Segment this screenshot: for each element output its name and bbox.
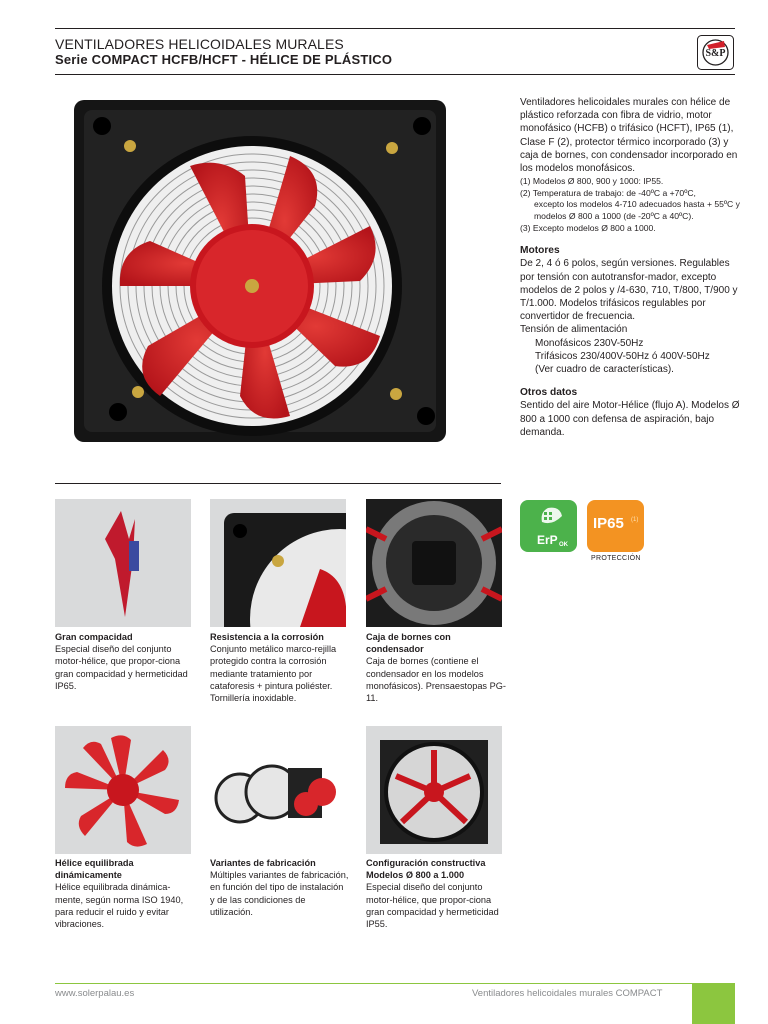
feature-caption-6: [366, 857, 506, 930]
feature-text-5: Múltiples variantes de fabricación, en función del tipo de instalación y de las condiciones de utilización.: [210, 870, 349, 917]
feature-text-1: Especial diseño del conjunto motor-hélice, que propor-ciona gran compacidad y hermeticidad IP65.: [55, 644, 188, 691]
motores-ver: (Ver cuadro de características).: [535, 364, 674, 376]
motores-tension: Tensión de alimentación: [520, 324, 628, 336]
thumb-configuration: [366, 726, 502, 854]
feature-text-3: Caja de bornes (contiene el condensador en los modelos monofásicos). Prensaestopas PG-11.: [366, 656, 506, 704]
protection-label: PROTECCIÓN: [591, 555, 641, 562]
ip65-badge: [587, 500, 644, 552]
intro-notes: [520, 176, 740, 234]
feature-caption-4: [55, 857, 195, 930]
footer-url-link[interactable]: www.solerpalau.es: [55, 988, 135, 999]
brand-logo: [697, 35, 734, 70]
feature-title-3: Caja de bornes con condensador: [366, 632, 451, 655]
note-2-continued: excepto los modelos 4-710 adecuados hasta + 55ºC y modelos Ø 800 a 1000 (de -20ºC a 40ºC).: [534, 199, 740, 221]
header-top-rule: [55, 28, 735, 29]
intro-description: Ventiladores helicoidales murales con hélice de plástico reforzada con fibra de vidrio, motor monofásico (HCFB) o trifásico (HCFT), IP65 (1), Clase F (2), protector térmico incorporado (3) y caja de bornes, con condensador incorporado en los modelos monofásicos.: [520, 97, 738, 175]
erp-leaf-icon: [520, 500, 577, 552]
note-2: (2) Temperatura de trabajo: de -40ºC a +70ºC,: [520, 187, 696, 198]
logo-text: S&P: [705, 48, 726, 59]
erp-label: ErP: [537, 533, 558, 547]
motores-heading: Motores: [520, 245, 560, 257]
feature-caption-2: [210, 631, 350, 704]
feature-text-2: Conjunto metálico marco-rejilla protegido contra la corrosión mediante tratamiento por cataforesis + pintura poliéster. Tornillería inoxidable.: [210, 644, 337, 704]
feature-caption-3: [366, 631, 506, 704]
thumb-propeller: [55, 726, 191, 854]
thumb-variants: [210, 726, 346, 854]
erp-ok-label: OK: [559, 542, 568, 548]
intro-text-block: [520, 96, 740, 439]
feature-title-6: Configuración constructiva Modelos Ø 800 a 1.000: [366, 858, 486, 881]
note-1: (1) Modelos Ø 800, 900 y 1000: IP55.: [520, 176, 664, 187]
feature-title-1: Gran compacidad: [55, 632, 133, 642]
motores-text: De 2, 4 ó 6 polos, según versiones. Regulables por tensión con autotransfor-mador, excepto modelos de 2 polos y /4-630, 710, T/800, T/900 y T/1.000. Modelos trifásicos regulables por convertidor de frecuencia.: [520, 258, 738, 323]
hero-fan-image: [70, 96, 448, 446]
header-bottom-rule: [55, 74, 735, 75]
thumb-compact: [55, 499, 191, 627]
motores-mono: Monofásicos 230V-50Hz: [535, 337, 644, 349]
ip65-label: IP65: [593, 515, 624, 532]
footer-accent-box: [692, 983, 735, 1024]
otros-text: Sentido del aire Motor-Hélice (flujo A). Modelos Ø 800 a 1000 con defensa de aspiración, bajo demanda.: [520, 400, 740, 438]
feature-title-2: Resistencia a la corrosión: [210, 632, 324, 642]
note-3: (3) Excepto modelos Ø 800 a 1000.: [520, 222, 656, 233]
feature-caption-5: [210, 857, 350, 918]
feature-title-5: Variantes de fabricación: [210, 858, 316, 868]
feature-text-4: Hélice equilibrada dinámica-mente, según norma ISO 1940, para reducir el ruido y evitar vibraciones.: [55, 882, 184, 930]
otros-heading: Otros datos: [520, 387, 578, 399]
section-divider: [55, 483, 501, 484]
thumb-corrosion: [210, 499, 346, 627]
feature-text-6: Especial diseño del conjunto motor-hélice, que propor-ciona gran compacidad y hermeticidad IP55.: [366, 882, 499, 930]
motores-tri: Trifásicos 230/400V-50Hz ó 400V-50Hz: [535, 350, 710, 362]
page-subtitle: Serie COMPACT HCFB/HCFT - HÉLICE DE PLÁSTICO: [55, 52, 393, 67]
footer-rule: [55, 983, 692, 984]
feature-title-4: Hélice equilibrada dinámicamente: [55, 858, 134, 881]
footer-title: Ventiladores helicoidales murales COMPACT: [472, 988, 663, 999]
page-title: VENTILADORES HELICOIDALES MURALES: [55, 36, 344, 52]
thumb-terminal-box: [366, 499, 502, 627]
ip65-note: (1): [631, 517, 639, 523]
erp-badge: [520, 500, 577, 552]
feature-caption-1: [55, 631, 195, 692]
